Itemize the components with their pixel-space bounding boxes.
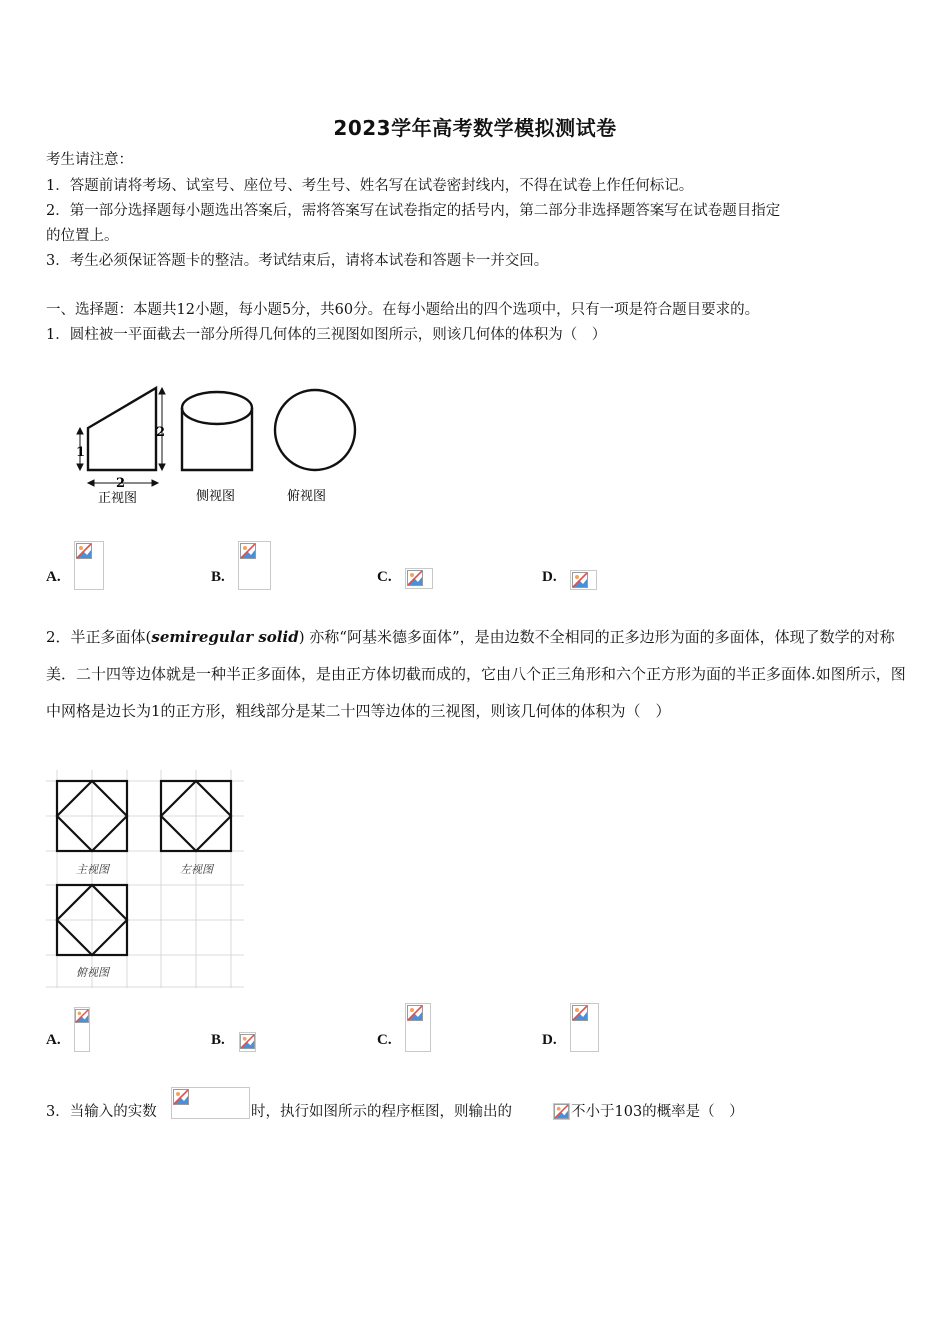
page-title: 2023学年高考数学模拟测试卷	[333, 116, 617, 140]
q2-text-after: ) 亦称“阿基米德多面体”，是由边数不全相同的正多边形为面的多面体，体现了数学的对称美．二十四等边体就是一种半正多面体，是由正方体切截而成的，它由八个正三角形和六个正方形为面的半正多面体.如图所示，图中网格是边长为1的正方形，粗线部分是某二十四等边体的三视图，则该几何体的体积为（ ）	[46, 628, 906, 720]
q2-caption-top: 俯视图	[76, 966, 109, 979]
q2-caption-left: 左视图	[180, 863, 213, 876]
q2-option-b-image	[239, 1032, 256, 1052]
q2-three-view-figure	[46, 770, 246, 990]
q2-option-c-label: C.	[377, 1032, 392, 1048]
q2-option-d-label: D.	[542, 1032, 557, 1048]
notice-item-3: 3．考生必须保证答题卡的整洁。考试结束后，请将本试卷和答题卡一并交回。	[46, 253, 549, 269]
q1-dim-right: 2	[156, 425, 166, 440]
q1-dim-bottom: 2	[116, 476, 126, 491]
broken-image-icon	[407, 570, 423, 586]
section-heading: 一、选择题：本题共12小题，每小题5分，共60分。在每小题给出的四个选项中，只有一项是符合题目要求的。	[46, 302, 760, 318]
q2-option-c-image	[405, 1003, 431, 1052]
q1-option-b-image	[238, 541, 271, 590]
broken-image-icon	[407, 1005, 423, 1021]
q2-term: semiregular solid	[151, 628, 299, 646]
q2-caption-main: 主视图	[76, 863, 109, 876]
broken-image-icon	[572, 572, 588, 588]
q1-dim-left: 1	[76, 445, 86, 460]
q1-caption-front: 正视图	[98, 491, 138, 506]
q1-option-a-label: A.	[46, 569, 61, 585]
q1-side-view	[182, 392, 252, 470]
q2-option-d-image	[570, 1003, 599, 1052]
q1-front-view	[88, 388, 156, 470]
broken-image-icon	[572, 1005, 588, 1021]
q1-option-c-label: C.	[377, 569, 392, 585]
q2-option-b-label: B.	[211, 1032, 225, 1048]
q1-option-c-image	[405, 568, 433, 589]
q3-inline-image-output	[553, 1103, 570, 1120]
notice-heading: 考生请注意：	[46, 152, 133, 168]
q2-option-a-image	[74, 1007, 90, 1052]
broken-image-icon	[240, 1034, 255, 1049]
broken-image-icon	[240, 543, 256, 559]
q3-text-before: 3．当输入的实数	[46, 1104, 157, 1120]
broken-image-icon	[76, 543, 92, 559]
q3-text-after: 不小于103的概率是（ ）	[571, 1104, 744, 1120]
broken-image-icon	[554, 1104, 569, 1119]
notice-item-2: 2．第一部分选择题每小题选出答案后，需将答案写在试卷指定的括号内，第二部分非选择题答案写在试卷题目指定	[46, 203, 781, 219]
q1-option-d-label: D.	[542, 569, 557, 585]
q1-text: 1．圆柱被一平面截去一部分所得几何体的三视图如图所示，则该几何体的体积为（ ）	[46, 327, 607, 343]
q3-inline-image-input	[171, 1087, 250, 1119]
q2-text-before: 2．半正多面体(	[46, 628, 152, 646]
q1-option-d-image	[570, 570, 597, 590]
notice-item-2-cont: 的位置上。	[46, 228, 119, 244]
broken-image-icon	[173, 1089, 189, 1105]
broken-image-icon	[75, 1009, 89, 1023]
q2-text	[46, 619, 906, 730]
q2-option-a-label: A.	[46, 1032, 61, 1048]
q1-top-view	[275, 390, 355, 470]
notice-item-1: 1．答题前请将考场、试室号、座位号、考生号、姓名写在试卷密封线内，不得在试卷上作任何标记。	[46, 178, 694, 194]
q1-caption-side: 侧视图	[196, 489, 236, 504]
q1-three-view-figure	[70, 380, 370, 510]
q1-option-b-label: B.	[211, 569, 225, 585]
q3-text-middle: 时，执行如图所示的程序框图，则输出的	[251, 1104, 512, 1120]
q1-caption-top: 俯视图	[287, 489, 327, 504]
q1-option-a-image	[74, 541, 104, 590]
q1-front-dimensions	[77, 388, 165, 486]
